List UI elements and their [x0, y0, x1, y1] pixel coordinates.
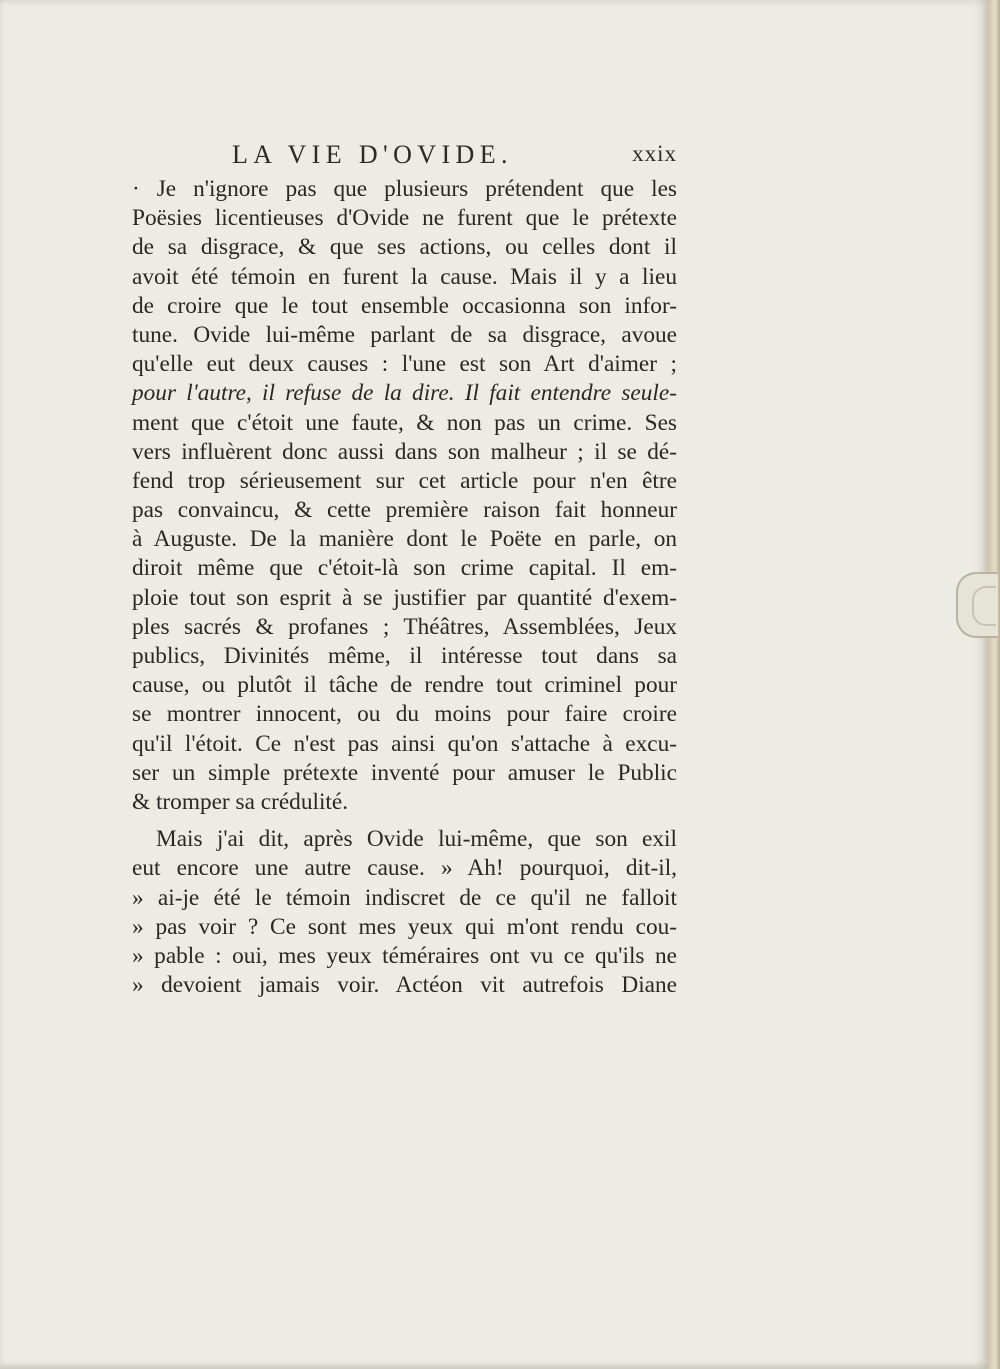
text-line: fend trop sérieusement sur cet article pour n'en être — [132, 467, 677, 494]
text-line: se montrer innocent, ou du moins pour faire croire — [132, 701, 677, 728]
text-line: pas convaincu, & cette première raison fait honneur — [132, 497, 677, 524]
text-line: vers influèrent donc aussi dans son malheur ; il se dé- — [132, 438, 677, 465]
body-text — [132, 175, 677, 1000]
text-line: » pable : oui, mes yeux téméraires ont vu ce qu'ils ne — [132, 942, 677, 969]
paragraph — [132, 175, 677, 817]
text-line: tune. Ovide lui-même parlant de sa disgrace, avoue — [132, 321, 677, 348]
text-line: ment que c'étoit une faute, & non pas un crime. Ses — [132, 409, 677, 436]
text-line: » pas voir ? Ce sont mes yeux qui m'ont rendu cou- — [132, 913, 677, 940]
text-line: publics, Divinités même, il intéresse tout dans sa — [132, 643, 677, 669]
text-line: diroit même que c'étoit-là son crime capital. Il em- — [132, 555, 677, 582]
text-line: Poësies licentieuses d'Ovide ne furent que le prétexte — [132, 205, 677, 232]
text-line: eut encore une autre cause. » Ah! pourquoi, dit-il, — [132, 855, 677, 882]
text-line: ples sacrés & profanes ; Théâtres, Assemblées, Jeux — [132, 613, 677, 640]
running-title: LA VIE D'OVIDE. — [232, 140, 513, 169]
page-tab-marker-inner — [972, 586, 996, 626]
text-line: de sa disgrace, & que ses actions, ou celles dont il — [132, 234, 677, 261]
text-line: » devoient jamais voir. Actéon vit autrefois Diane — [132, 972, 677, 999]
page-number: xxix — [632, 141, 677, 166]
text-line: à Auguste. De la manière dont le Poëte en parle, on — [132, 526, 677, 553]
text-line: & tromper sa crédulité. — [132, 788, 349, 815]
text-line: · Je n'ignore pas que plusieurs prétendent que les — [132, 176, 677, 202]
text-line: de croire que le tout ensemble occasionna son infor- — [132, 292, 677, 319]
text-line: ploie tout son esprit à se justifier par quantité d'exem- — [132, 584, 677, 611]
text-line: pour l'autre, il refuse de la dire. Il fait entendre seule- — [132, 380, 677, 407]
page-header — [232, 140, 677, 170]
text-line: cause, ou plutôt il tâche de rendre tout criminel pour — [132, 672, 677, 699]
text-line: ser un simple prétexte inventé pour amuser le Public — [132, 759, 677, 786]
page-edge — [988, 0, 1000, 1369]
text-line: qu'elle eut deux causes : l'une est son Art d'aimer ; — [132, 351, 677, 378]
text-line: » ai-je été le témoin indiscret de ce qu'il ne falloit — [132, 884, 677, 911]
paragraph — [132, 825, 677, 1000]
text-line: avoit été témoin en furent la cause. Mais il y a lieu — [132, 263, 677, 290]
text-line: qu'il l'étoit. Ce n'est pas ainsi qu'on s'attache à excu- — [132, 730, 677, 757]
text-line: Mais j'ai dit, après Ovide lui-même, que son exil — [156, 826, 677, 853]
